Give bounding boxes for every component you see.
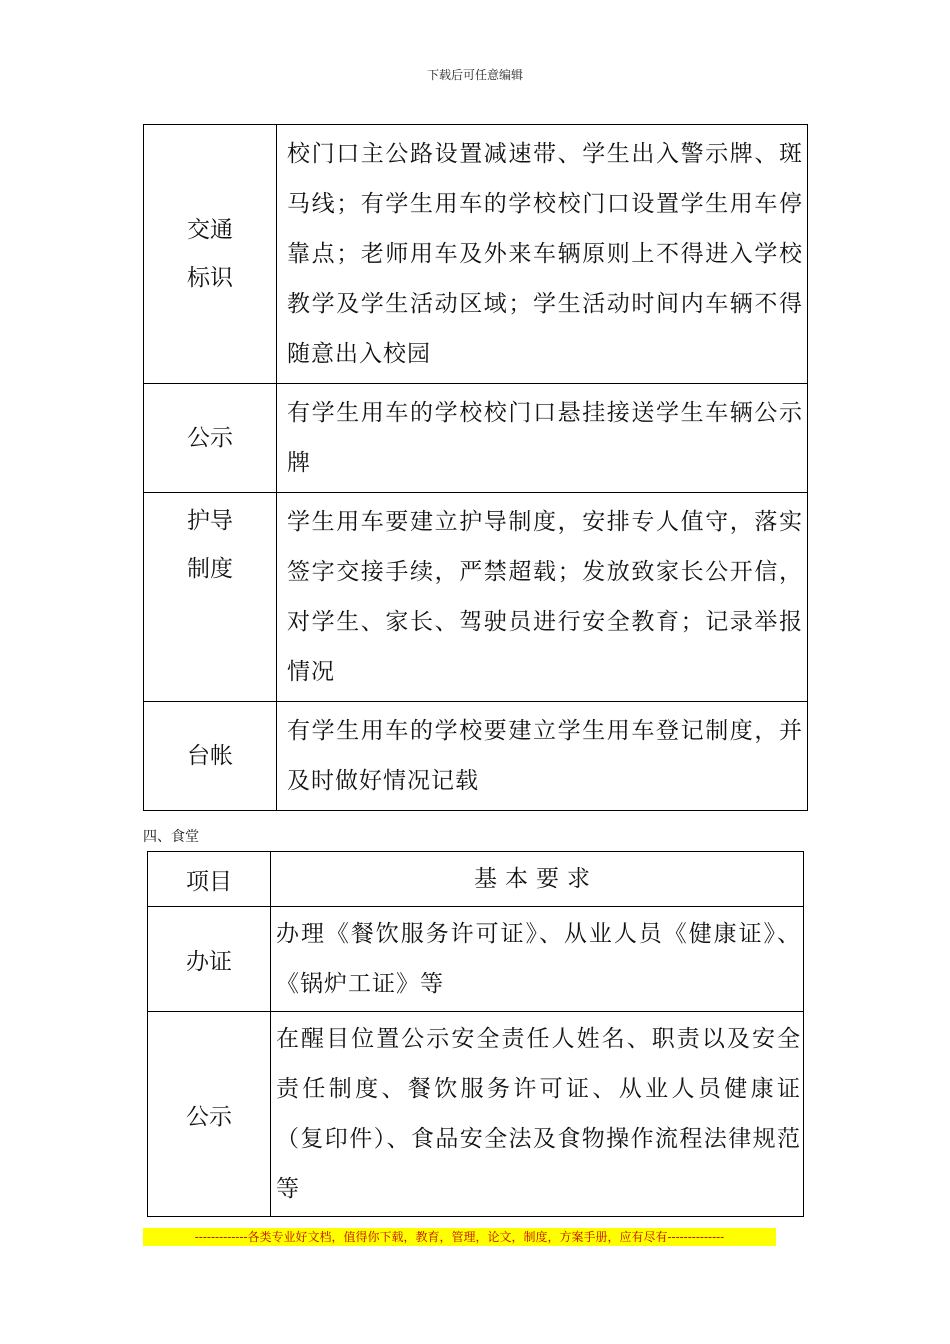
footer-banner: -------------各类专业好文档，值得你下载，教育，管理，论文，制度，方案手册，应有尽有-------------- xyxy=(143,1228,776,1246)
content-cell: 学生用车要建立护导制度，安排专人值守，落实签字交接手续，严禁超载；发放致家长公开信，对学生、家长、驾驶员进行安全教育；记录举报情况 xyxy=(277,493,808,702)
item-cell xyxy=(144,493,277,702)
canteen-table xyxy=(147,851,804,1217)
page-header: 下载后可任意编辑 xyxy=(426,68,523,82)
item-label: 公示 xyxy=(187,425,233,451)
item-cell: 办证 xyxy=(148,907,271,1012)
table-row xyxy=(148,907,804,1012)
table-row xyxy=(148,1012,804,1217)
content-cell: 在醒目位置公示安全责任人姓名、职责以及安全责任制度、餐饮服务许可证、从业人员健康证（复印件）、食品安全法及食物操作流程法律规范等 xyxy=(271,1012,804,1217)
header-requirement-cell: 基本要求 xyxy=(271,852,804,907)
table-row xyxy=(144,384,808,493)
section-title: 四、食堂 xyxy=(143,829,199,845)
item-cell: 公示 xyxy=(148,1012,271,1217)
item-cell xyxy=(144,384,277,493)
content-cell: 办理《餐饮服务许可证》、从业人员《健康证》、《锅炉工证》等 xyxy=(271,907,804,1012)
traffic-table xyxy=(143,124,808,811)
content-cell: 有学生用车的学校要建立学生用车登记制度，并及时做好情况记载 xyxy=(277,702,808,811)
item-label: 护导 制度 xyxy=(187,508,233,582)
item-label: 台帐 xyxy=(187,743,233,769)
content-cell: 校门口主公路设置减速带、学生出入警示牌、斑马线；有学生用车的学校校门口设置学生用车停靠点；老师用车及外来车辆原则上不得进入学校教学及学生活动区域；学生活动时间内车辆不得随意出入校园 xyxy=(277,125,808,384)
content-cell: 有学生用车的学校校门口悬挂接送学生车辆公示牌 xyxy=(277,384,808,493)
item-cell xyxy=(144,702,277,811)
table-row xyxy=(144,125,808,384)
table-row xyxy=(144,493,808,702)
item-cell xyxy=(144,125,277,384)
item-label: 交通 标识 xyxy=(187,217,233,291)
header-item-cell: 项目 xyxy=(148,852,271,907)
table-header-row xyxy=(148,852,804,907)
table-row xyxy=(144,702,808,811)
